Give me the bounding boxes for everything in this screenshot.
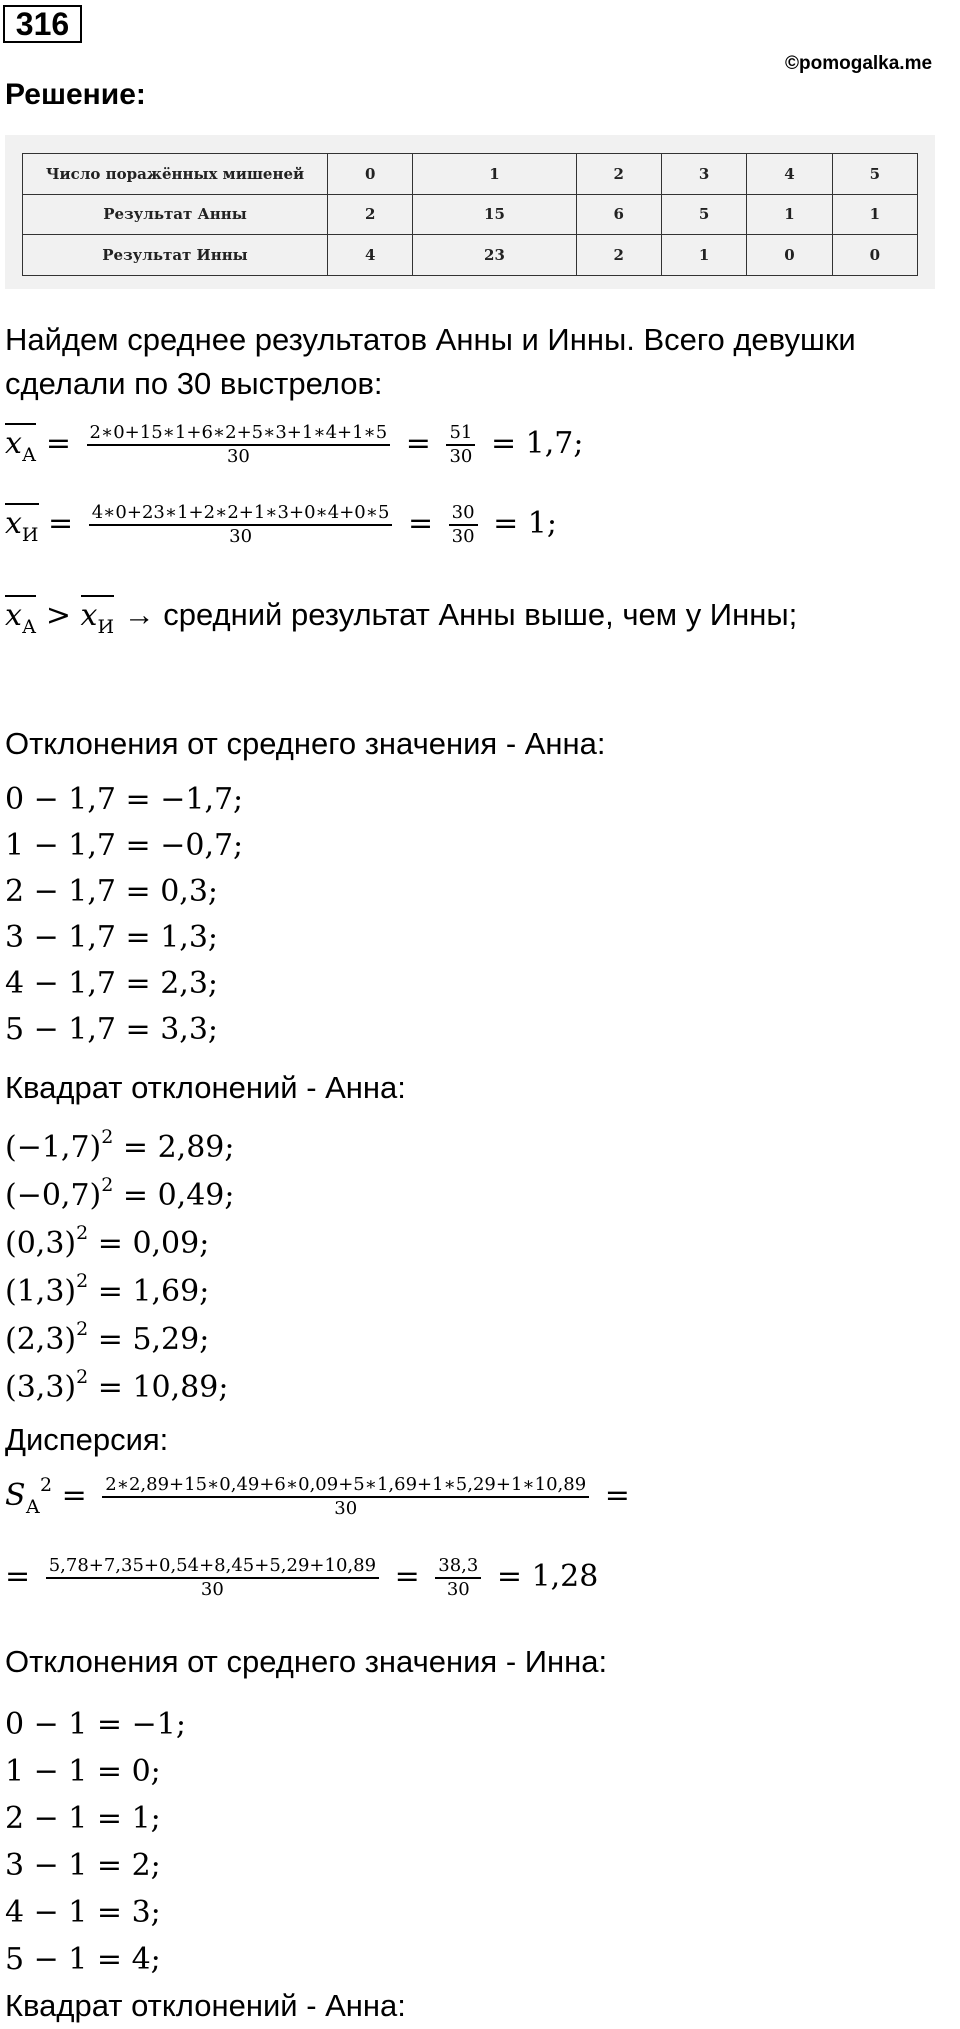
table-cell: 2 [328,194,413,235]
fraction: $\frac{2∗0+15∗1+6∗2+5∗3+1∗4+1∗5}{30}$ [87,422,391,468]
table-row-label: Результат Инны [23,235,328,276]
anna-square: $(3,3)^2 = 10,89$; [5,1366,229,1405]
table-cell: 5 [832,154,917,195]
anna-deviation: 0 − 1,7 = −1,7; [5,782,244,817]
table-cell: 0 [832,235,917,276]
table-cell: 0 [747,235,832,276]
inna-deviation: 5 − 1 = 4; [5,1942,161,1977]
anna-square: $(-0,7)^2 = 0,49$; [5,1174,235,1213]
table-row [23,235,918,276]
table-cell: 0 [328,154,413,195]
table-cell: 4 [747,154,832,195]
table-row-label: Число поражённых мишеней [23,154,328,195]
intro-line-1: Найдем среднее результатов Анны и Инны. Всего девушки [5,322,856,357]
inna-square-title: Квадрат отклонений - Анна: [5,1988,406,2023]
inna-deviation-title: Отклонения от среднего значения - Инна: [5,1644,608,1679]
mean-anna-symbol: $x_А$ [5,423,36,461]
table-cell: 6 [576,194,661,235]
anna-square: $(-1,7)^2 = 2,89$; [5,1126,235,1165]
watermark: ©pomogalka.me [785,53,933,74]
table-row-label: Результат Анны [23,194,328,235]
anna-deviation-title: Отклонения от среднего значения - Анна: [5,726,606,761]
table-cell: 3 [661,154,746,195]
fraction: $\frac{38,3}{30}$ [435,1555,481,1601]
anna-square: $(0,3)^2 = 0,09$; [5,1222,210,1261]
table-cell: 2 [576,154,661,195]
anna-square: $(2,3)^2 = 5,29$; [5,1318,210,1357]
inna-deviation: 4 − 1 = 3; [5,1895,161,1930]
table-cell: 5 [661,194,746,235]
dispersion-title: Дисперсия: [5,1422,169,1457]
mean-inna-formula: $x_И$ = $\frac{4∗0+23∗1+2∗2+1∗3+0∗4+0∗5}{30}$ = $\frac{30}{30}$ = 1; [5,502,557,547]
anna-square-title: Квадрат отклонений - Анна: [5,1070,406,1105]
anna-deviation: 2 − 1,7 = 0,3; [5,874,219,909]
results-table [22,153,918,276]
inna-deviation: 1 − 1 = 0; [5,1754,161,1789]
table-cell: 2 [576,235,661,276]
table-cell: 1 [832,194,917,235]
mean-comparison: $x_А > x_И$ → средний результат Анны выше, чем у Инны; [5,597,798,638]
table-cell: 15 [413,194,576,235]
table-cell: 1 [661,235,746,276]
anna-deviation: 5 − 1,7 = 3,3; [5,1012,219,1047]
mean-inna-symbol: $x_И$ [5,503,39,541]
table-row [23,194,918,235]
anna-deviation: 3 − 1,7 = 1,3; [5,920,219,955]
fraction: $\frac{4∗0+23∗1+2∗2+1∗3+0∗4+0∗5}{30}$ [89,502,393,548]
task-number: 316 [3,5,82,43]
inna-deviation: 3 − 1 = 2; [5,1848,161,1883]
anna-deviation: 4 − 1,7 = 2,3; [5,966,219,1001]
fraction: $\frac{30}{30}$ [449,502,478,548]
anna-square: $(1,3)^2 = 1,69$; [5,1270,210,1309]
solution-label: Решение: [5,78,146,111]
anna-deviation: 1 − 1,7 = −0,7; [5,828,244,863]
fraction: $\frac{2∗2,89+15∗0,49+6∗0,09+5∗1,69+1∗5,29+1∗10,89}{30}$ [102,1474,589,1520]
inna-deviation: 0 − 1 = −1; [5,1707,186,1742]
problem-table-image [5,135,935,289]
table-cell: 4 [328,235,413,276]
fraction: $\frac{5,78+7,35+0,54+8,45+5,29+10,89}{30}$ [46,1555,379,1601]
table-cell: 1 [747,194,832,235]
table-cell: 23 [413,235,576,276]
dispersion-formula-line-1: $S_А^2$ = $\frac{2∗2,89+15∗0,49+6∗0,09+5∗1,69+1∗5,29+1∗10,89}{30}$ = [5,1474,630,1519]
intro-line-2: сделали по 30 выстрелов: [5,366,383,401]
mean-anna-formula: $x_А$ = $\frac{2∗0+15∗1+6∗2+5∗3+1∗4+1∗5}{30}$ = $\frac{51}{30}$ = 1,7; [5,422,584,467]
dispersion-formula-line-2: = $\frac{5,78+7,35+0,54+8,45+5,29+10,89}{30}$ = $\frac{38,3}{30}$ = 1,28 [5,1555,599,1600]
table-cell: 1 [413,154,576,195]
fraction: $\frac{51}{30}$ [446,422,475,468]
inna-deviation: 2 − 1 = 1; [5,1801,161,1836]
table-row [23,154,918,195]
